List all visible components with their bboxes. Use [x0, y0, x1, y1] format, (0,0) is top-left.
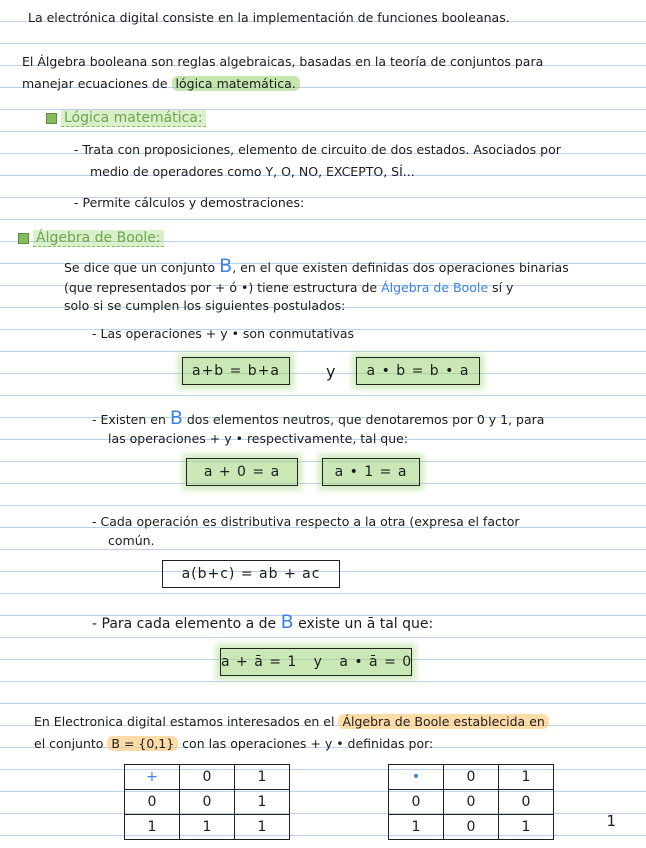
def-text-2-end: sí y [488, 280, 514, 295]
table-cell: 0 [444, 815, 499, 840]
table-cell: 1 [235, 790, 290, 815]
postulate-2-cont: las operaciones + y • respectivamente, tal que: [108, 431, 409, 446]
table-cell: 0 [180, 765, 235, 790]
boole-definition-line-2 [64, 280, 513, 296]
intro-line-1: La electrónica digital consiste en la implementación de funciones booleanas. [28, 10, 510, 25]
section-heading-logica [46, 110, 206, 126]
truth-table-or [124, 764, 290, 840]
section-heading-boole [18, 230, 164, 246]
post2-text: - Existen en [92, 412, 170, 427]
boole-definition-line-3: solo si se cumplen los siguientes postulados: [64, 298, 346, 313]
table-row [125, 815, 290, 840]
table-cell: 0 [125, 790, 180, 815]
final-line-2 [34, 736, 433, 752]
def-text-2: (que representados por + ó •) tiene estructura de [64, 280, 382, 295]
table-row [389, 815, 554, 840]
highlight-set-b: B = {0,1} [107, 736, 178, 751]
section-title-boole: Álgebra de Boole: [33, 230, 164, 247]
def-text-cont: , en el que existen definidas dos operaciones binarias [232, 260, 569, 275]
highlight-logica-matematica: lógica matemática. [172, 76, 300, 91]
table-cell: 0 [444, 790, 499, 815]
postulate-2 [92, 407, 545, 429]
table-cell: 0 [499, 790, 554, 815]
equation-commutative-product: a • b = b • a [356, 357, 480, 385]
table-cell: 0 [180, 790, 235, 815]
set-b-symbol: B [219, 255, 233, 277]
logica-bullet-2: - Permite cálculos y demostraciones: [74, 195, 305, 210]
intro-line-2: El Álgebra booleana son reglas algebraicas, basadas en la teoría de conjuntos para [22, 54, 544, 69]
postulate-3-cont: común. [108, 533, 155, 548]
post4-text-cont: existe un ā tal que: [293, 616, 434, 632]
set-b-symbol: B [280, 611, 294, 633]
post4-text: - Para cada elemento a de [92, 616, 281, 632]
logica-bullet-1: - Trata con proposiciones, elemento de circuito de dos estados. Asociados por [74, 142, 561, 157]
truth-table-and [388, 764, 554, 840]
table-cell: 1 [235, 815, 290, 840]
postulate-1: - Las operaciones + y • son conmutativas [92, 326, 355, 341]
postulate-4 [92, 611, 434, 633]
table-cell: 1 [180, 815, 235, 840]
intro-line-3-prefix: manejar ecuaciones de [22, 76, 172, 91]
postulate-3: - Cada operación es distributiva respecto a la otra (expresa el factor [92, 514, 520, 529]
page-number: 1 [606, 812, 616, 830]
section-title-logica: Lógica matemática: [61, 110, 206, 127]
def-text: Se dice que un conjunto [64, 260, 220, 275]
equation-and-word: y [326, 362, 336, 381]
highlight-algebra-boole-established: Álgebra de Boole establecida en [338, 714, 548, 729]
table-cell: 0 [389, 790, 444, 815]
table-cell: 1 [499, 765, 554, 790]
equation-distributive: a(b+c) = ab + ac [162, 560, 340, 588]
equation-neutral-sum: a + 0 = a [186, 458, 298, 486]
boole-definition-line-1 [64, 255, 569, 277]
table-cell: + [125, 765, 180, 790]
table-cell: 1 [125, 815, 180, 840]
table-cell: 1 [389, 815, 444, 840]
final-line-1 [34, 714, 549, 730]
final-text-2-end: con las operaciones + y • definidas por: [178, 736, 434, 751]
table-row [389, 765, 554, 790]
post2-text-cont: dos elementos neutros, que denotaremos por 0 y 1, para [182, 412, 545, 427]
table-row [125, 790, 290, 815]
checkbox-icon [46, 113, 57, 124]
checkbox-icon [18, 233, 29, 244]
equation-neutral-product: a • 1 = a [322, 458, 420, 486]
table-cell: 0 [444, 765, 499, 790]
table-cell: 1 [235, 765, 290, 790]
table-row [125, 765, 290, 790]
equation-commutative-sum: a+b = b+a [182, 357, 290, 385]
logica-bullet-1-cont: medio de operadores como Y, O, NO, EXCEPTO, SÍ... [90, 164, 415, 179]
final-text-2: el conjunto [34, 736, 108, 751]
intro-line-3 [22, 76, 300, 92]
table-cell: • [389, 765, 444, 790]
table-cell: 1 [499, 815, 554, 840]
set-b-symbol: B [169, 407, 183, 429]
equation-complement: a + ā = 1 y a • ā = 0 [220, 648, 412, 676]
final-text: En Electronica digital estamos interesados en el [34, 714, 339, 729]
table-row [389, 790, 554, 815]
algebra-boole-term: Álgebra de Boole [381, 280, 489, 295]
